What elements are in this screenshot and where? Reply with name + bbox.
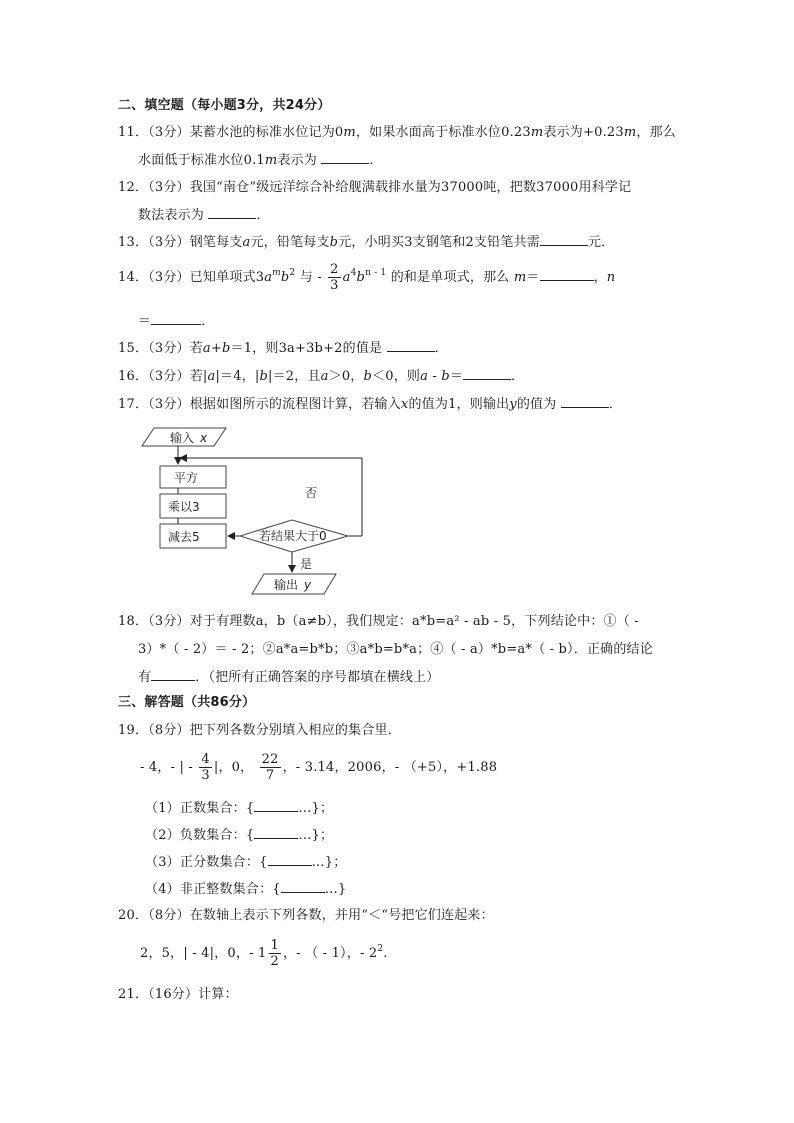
q15-var-b: b	[221, 341, 231, 356]
section-heading-fill-in: 二、填空题（每小题3分，共24分）	[118, 98, 331, 113]
flowchart-diagram	[140, 424, 370, 602]
q17-answer-blank[interactable]	[561, 395, 609, 408]
question-11-line-1	[118, 124, 676, 142]
q19-set-negative	[145, 826, 333, 845]
question-11-line-2	[138, 151, 383, 170]
flow-no-label: 否	[305, 486, 318, 500]
q13-text: 13．（3分）钢笔每支	[118, 235, 243, 250]
q11-unit-3: m	[623, 125, 637, 140]
q12-end: ．	[256, 208, 270, 223]
question-14-line-2	[138, 312, 214, 331]
q14-var-a: a	[264, 270, 273, 285]
q19-fraction-2	[260, 752, 281, 783]
q16-answer-blank[interactable]	[463, 367, 511, 380]
q17-var-y: y	[509, 397, 517, 412]
q13-text-2: 元，铅笔每支	[250, 235, 330, 250]
q17-text: 17．（3分）根据如图所示的流程图计算，若输入	[118, 397, 401, 412]
flow-times3-label: 乘以3	[168, 500, 200, 514]
q19-set-label: （4）非正整数集合：{	[145, 882, 281, 897]
q19-set-blank[interactable]	[281, 880, 325, 893]
question-15	[118, 339, 448, 358]
q14-end: ．	[201, 314, 215, 329]
q15-text: 15．（3分）若	[118, 341, 203, 356]
q18-line3-text-2: ．（把所有正确答案的序号都填在横线上）	[195, 670, 440, 685]
q18-answer-blank[interactable]	[151, 668, 195, 681]
q14-var-n: n	[606, 270, 616, 285]
q16-eq: ＝	[449, 369, 464, 384]
q16-end: ．	[511, 369, 525, 384]
q19-set-label: （2）负数集合：{	[145, 828, 255, 843]
q15-answer-blank[interactable]	[387, 339, 435, 352]
q14-fraction	[328, 262, 340, 293]
q19-set-blank[interactable]	[254, 799, 298, 812]
q14-var-b-2: b	[356, 270, 366, 285]
q19-numbers-text: - 4，- | -	[140, 760, 194, 775]
flow-output-var: y	[304, 578, 312, 592]
q16-text: 16．（3分）若|	[118, 369, 208, 384]
q19-set-end: …}	[324, 882, 347, 897]
q17-text-3: 的值为	[516, 397, 557, 412]
flow-condition-label: 若结果大于0	[259, 529, 327, 543]
q14-fraction-numerator: 2	[330, 262, 339, 277]
q19-fraction-1	[199, 752, 211, 783]
q14-exp-4: 4	[350, 268, 357, 278]
q14-text-2: 与 -	[299, 270, 322, 285]
flow-input-label: 输入	[170, 431, 195, 445]
q13-answer-blank[interactable]	[540, 233, 588, 246]
q19-set-label: （3）正分数集合：{	[145, 855, 268, 870]
q19-set-end: …}；	[311, 855, 347, 870]
q16-var-b-2: b	[363, 369, 373, 384]
q14-var-a-2: a	[342, 270, 351, 285]
q20-end: .	[383, 946, 388, 961]
q13-var-a: a	[242, 235, 251, 250]
q14-text-3: 的和是单项式，那么	[390, 270, 510, 285]
flow-minus5-label: 减去5	[168, 530, 200, 544]
q17-var-x: x	[400, 397, 409, 412]
q14-eq: ＝	[526, 270, 540, 285]
question-12-line-1: 12．（3分）我国“南仓”级远洋综合补给舰满载排水量为37000吨，把数37000用科学记	[118, 180, 632, 195]
question-16	[118, 367, 524, 386]
q14-text: 14．（3分）已知单项式3	[118, 270, 265, 285]
q16-var-b-3: b	[441, 369, 450, 384]
q14-comma: ，	[593, 270, 607, 285]
q19-set-label: （1）正数集合：{	[145, 801, 255, 816]
q19-set-positive	[145, 799, 333, 818]
q19-fraction-2-denominator: 7	[265, 768, 275, 783]
q14-answer-blank-n[interactable]	[151, 312, 201, 325]
q11-answer-blank[interactable]	[321, 151, 369, 164]
q19-numbers-text-3: ，- 3.14，2006，- （+5），+1.88	[282, 760, 498, 775]
q15-plus: +	[210, 341, 222, 356]
q17-text-2: 的值为1，则输出	[408, 397, 510, 412]
question-18-line-3	[138, 668, 440, 687]
q20-exponent: 2	[377, 944, 384, 954]
question-20-numbers	[140, 938, 388, 972]
q13-text-3: 元，小明买3支钢笔和2支铅笔共需	[338, 235, 540, 250]
q16-minus: -	[428, 369, 442, 384]
q19-set-blank[interactable]	[268, 853, 312, 866]
q19-set-end: …}；	[298, 828, 334, 843]
question-21-title: 21．（16分）计算：	[118, 987, 238, 1002]
q12-answer-blank[interactable]	[208, 206, 256, 219]
q15-end: ．	[434, 341, 448, 356]
q19-set-blank[interactable]	[254, 826, 298, 839]
q14-exp-2: 2	[289, 268, 296, 278]
question-20-title: 20．（8分）在数轴上表示下列各数，并用“＜“号把它们连起来：	[118, 908, 494, 923]
question-14-line-1	[118, 262, 615, 296]
flow-yes-label: 是	[300, 557, 313, 571]
q19-fraction-2-numerator: 22	[261, 752, 279, 767]
q16-text-3: |＝2，且	[268, 369, 321, 384]
q14-exp-m: m	[272, 268, 281, 278]
q12-line2-text: 数法表示为	[138, 208, 205, 223]
q14-answer-blank-m[interactable]	[540, 268, 594, 281]
q16-var-a-2: a	[320, 369, 329, 384]
q16-var-a-3: a	[420, 369, 429, 384]
q11-unit: m	[343, 125, 356, 140]
q15-var-a: a	[202, 341, 211, 356]
q17-end: ．	[608, 397, 623, 412]
question-18-line-1: 18．（3分）对于有理数a，b（a≠b），我们规定：a*b=a² - ab - 5，下列结论中：①（ -	[118, 614, 639, 629]
q14-eq-2: ＝	[138, 314, 152, 329]
q19-fraction-1-denominator: 3	[201, 768, 210, 783]
q20-fraction-numerator: 1	[270, 938, 279, 953]
q19-set-nonpositive-integer	[145, 880, 346, 899]
question-13	[118, 233, 614, 252]
q11-text-4: ，那么	[636, 125, 676, 140]
q14-var-m: m	[513, 270, 527, 285]
q15-text-2: ＝1，则3a+3b+2的值是	[230, 341, 383, 356]
q13-var-b: b	[329, 235, 339, 250]
q20-numbers-text-2: ，- （ - 1），- 2	[282, 946, 378, 961]
q11-unit-2: m	[530, 125, 544, 140]
q14-var-b: b	[280, 270, 290, 285]
q19-set-end: …}；	[298, 801, 334, 816]
q16-text-4: ＞0，	[328, 369, 364, 384]
q14-fraction-denominator: 3	[330, 278, 339, 293]
q16-var-a: a	[207, 369, 216, 384]
q11-line2-text: 水面低于标准水位0.1	[138, 153, 265, 168]
question-17	[118, 395, 622, 414]
question-12-line-2	[138, 206, 270, 225]
q16-text-2: |＝4，|	[215, 369, 260, 384]
q16-text-5: ＜0，则	[372, 369, 421, 384]
q20-numbers-text: 2，5，| - 4|，0，- 1	[140, 946, 267, 961]
q16-var-b: b	[259, 369, 269, 384]
q11-text-2: ，如果水面高于标准水位0.23	[355, 125, 531, 140]
q11-text-3: 表示为+0.23	[543, 125, 624, 140]
q20-fraction	[269, 938, 281, 969]
flow-input-var: x	[200, 431, 208, 445]
section-heading-solutions: 三、解答题（共86分）	[118, 695, 256, 710]
question-18-line-2: 3）*（ - 2）＝ - 2；②a*a=b*b；③a*b=b*a；④（ - a）*b=a*（ - b）．正确的结论	[138, 642, 653, 657]
q20-fraction-denominator: 2	[270, 954, 279, 969]
q11-end: ．	[369, 153, 383, 168]
q18-line3-text: 有	[138, 670, 152, 685]
q19-set-positive-fraction	[145, 853, 346, 872]
q11-text: 11．（3分）某蓄水池的标准水位记为0	[118, 125, 344, 140]
question-19-numbers	[140, 752, 497, 786]
q19-fraction-1-numerator: 4	[201, 752, 210, 767]
flow-output-label: 输出	[274, 578, 299, 592]
flow-square-label: 平方	[174, 471, 199, 485]
q11-line2-text-2: 表示为	[277, 153, 318, 168]
q11-unit-4: m	[264, 153, 278, 168]
q13-end: 元．	[587, 235, 615, 250]
q14-exp-n-minus-1: n - 1	[365, 268, 387, 278]
question-19-title: 19．（8分）把下列各数分别填入相应的集合里．	[118, 723, 401, 738]
q19-numbers-text-2: |，0，	[213, 760, 254, 775]
